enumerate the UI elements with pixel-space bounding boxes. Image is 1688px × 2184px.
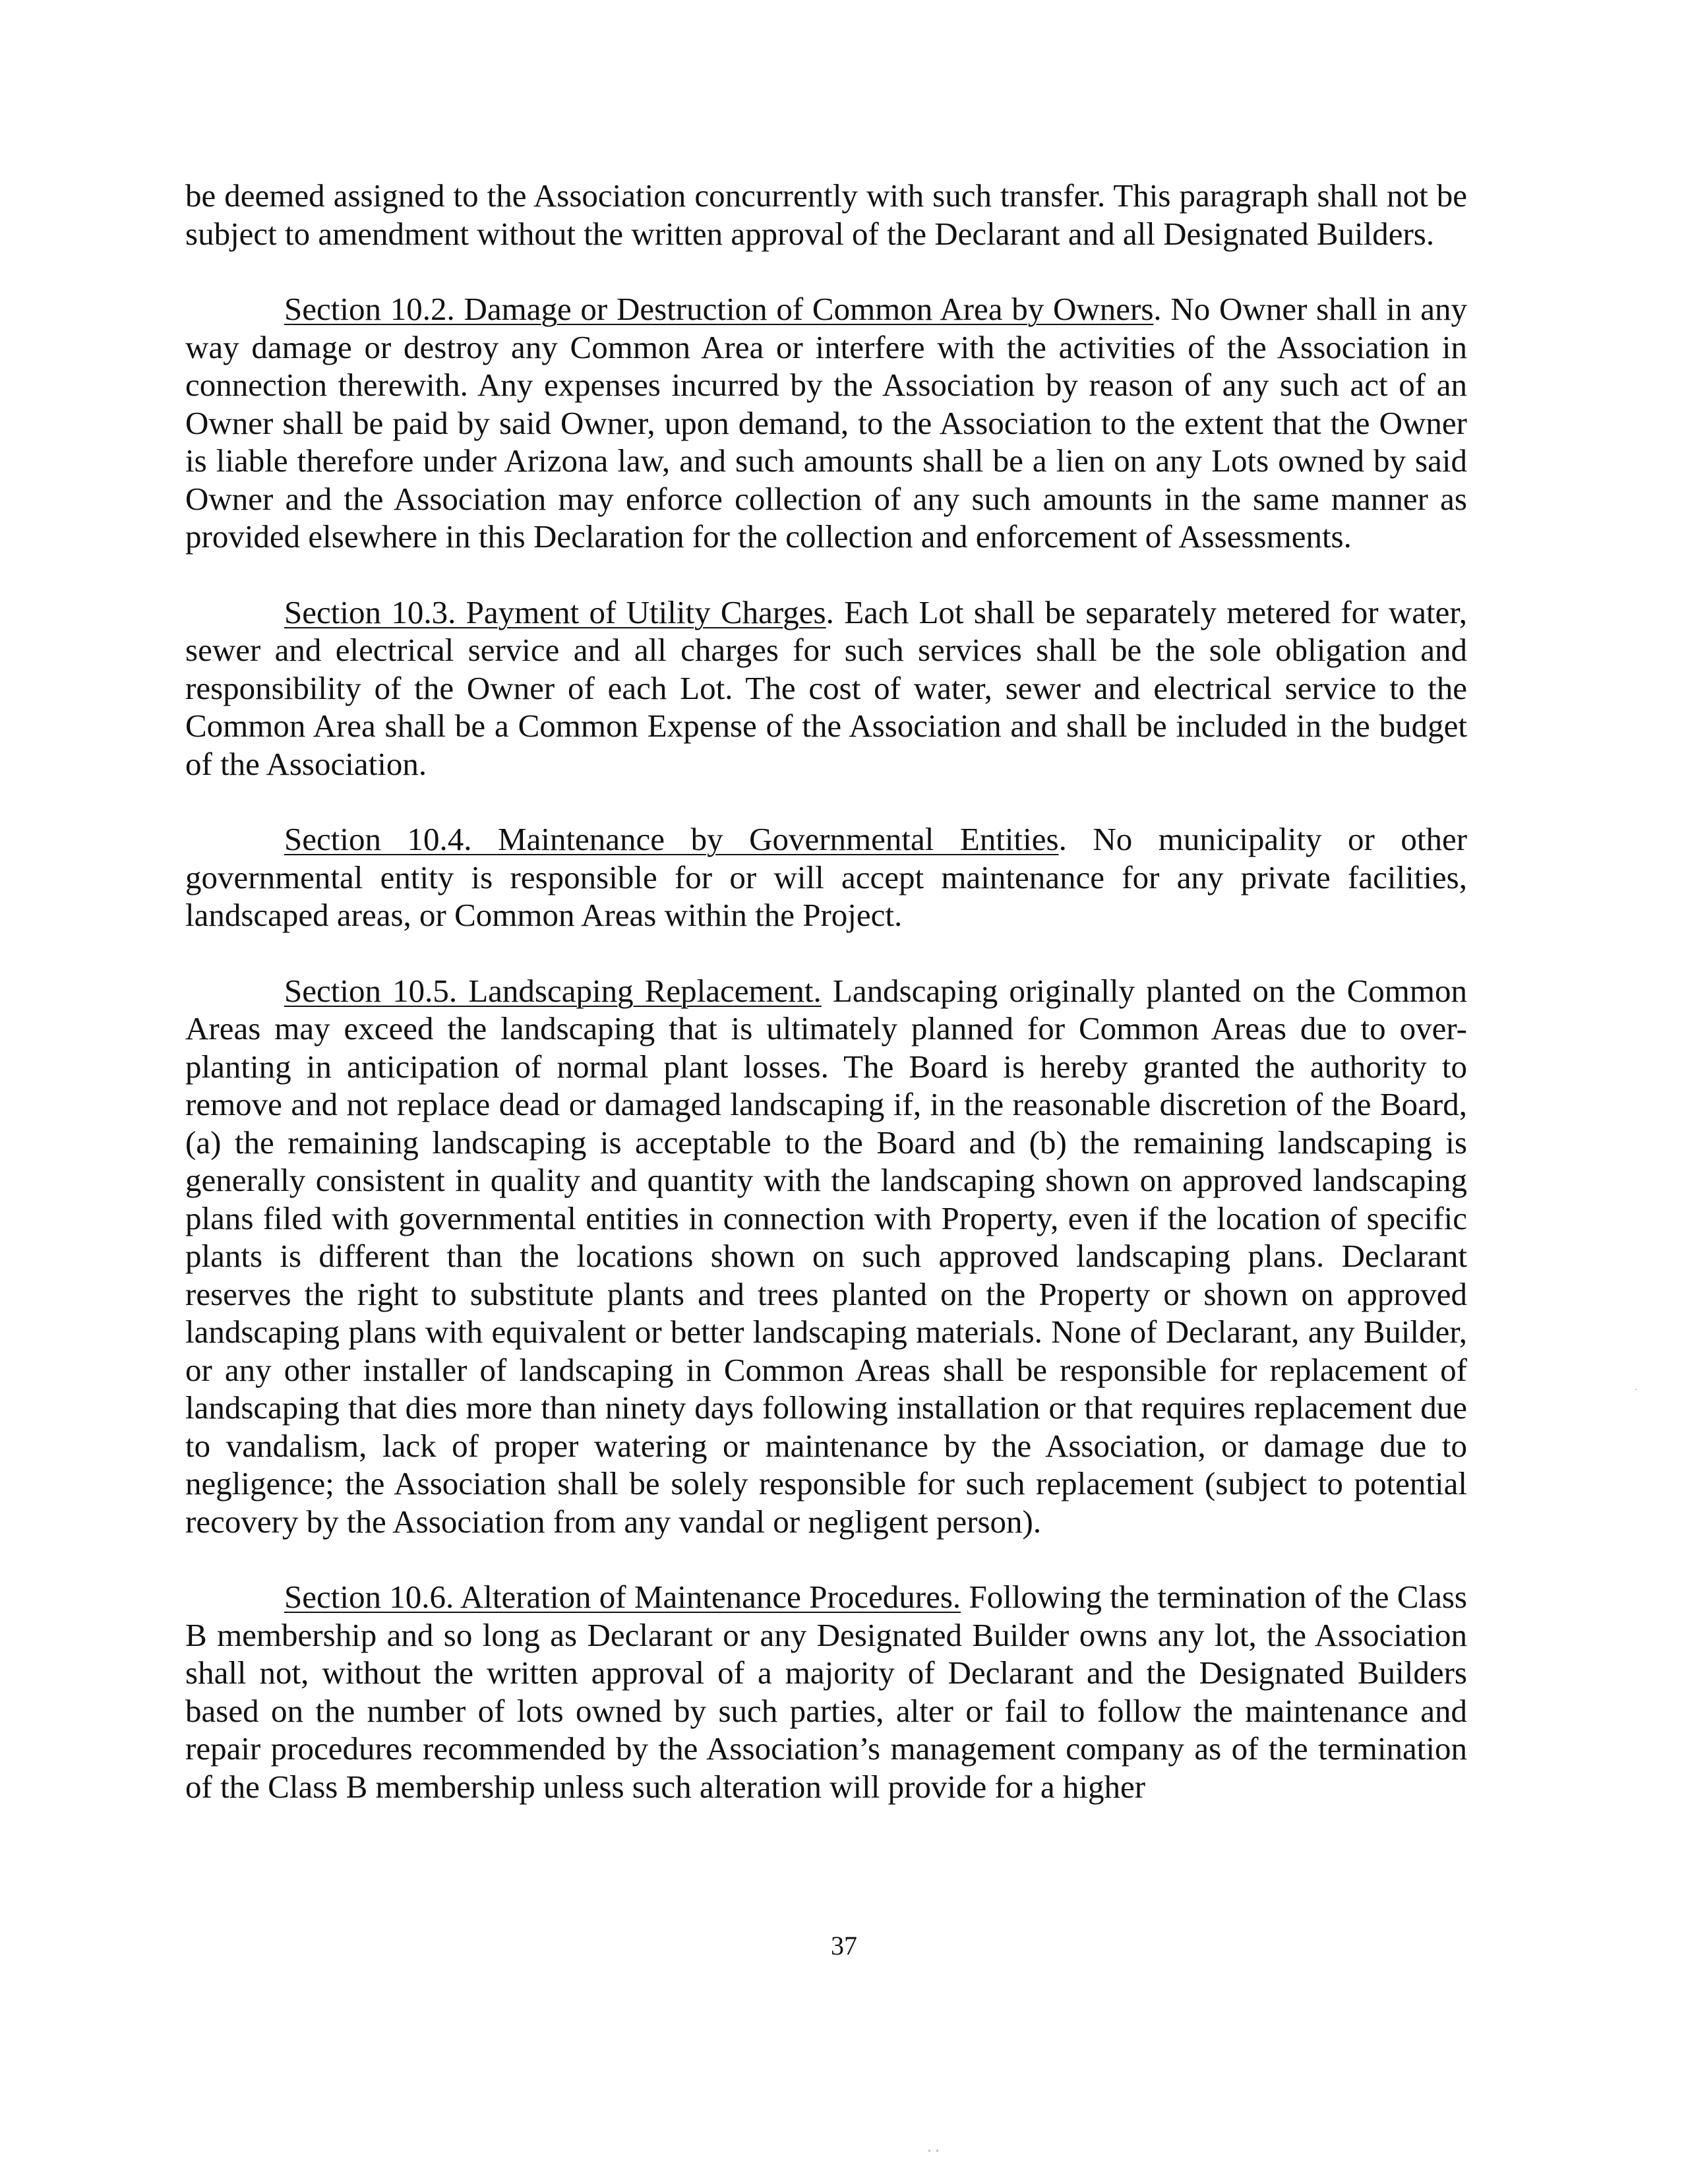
- section-10-6-heading: [185, 1579, 961, 1615]
- section-10-2-heading-text: Section 10.2. Damage or Destruction of Common Area by Owners: [284, 291, 1154, 327]
- scan-speck: [936, 2150, 938, 2152]
- section-10-3-body: Each Lot shall be separately metered for water, sewer and electrical service and all charges for such services shall be the sole obligation and responsibility of the Owner of each Lot. The cost of water, sewer and electrical service to the Common Area shall be a Common Expense of the Association and shall be included in the budget of the Association.: [185, 593, 1468, 782]
- section-10-2-body: No Owner shall in any way damage or destroy any Common Area or interfere with the activities of the Association in connection therewith. Any expenses incurred by the Association by reason of any such act of an Owner shall be paid by said Owner, upon demand, to the Association to the extent that the Owner is liable therefore under Arizona law, and such amounts shall be a lien on any Lots owned by said Owner and the Association may enforce collection of any such amounts in the same manner as provided elsewhere in this Declaration for the collection and enforcement of Assessments.: [185, 291, 1468, 555]
- section-10-6-heading-text: Section 10.6. Alteration of Maintenance Procedures.: [284, 1579, 961, 1615]
- section-10-4: [185, 820, 1467, 934]
- section-10-5-body: Landscaping originally planted on the Common Areas may exceed the landscaping that is ultimately planned for Common Areas due to over-planting in anticipation of normal plant losses. The Board is hereby granted the authority to remove and not replace dead or damaged landscaping if, in the reasonable discretion of the Board, (a) the remaining landscaping is acceptable to the Board and (b) the remaining landscaping is generally consistent in quality and quantity with the landscaping shown on approved landscaping plans filed with governmental entities in connection with Property, even if the location of specific plants is different than the locations shown on such approved landscaping plans. Declarant reserves the right to substitute plants and trees planted on the Property or shown on approved landscaping plans with equivalent or better landscaping materials. None of Declarant, any Builder, or any other installer of landscaping in Common Areas shall be responsible for replacement of landscaping that dies more than ninety days following installation or that requires replacement due to vandalism, lack of proper watering or maintenance by the Association, or damage due to negligence; the Association shall be solely responsible for such replacement (subject to potential recovery by the Association from any vandal or negligent person).: [185, 972, 1467, 1540]
- section-10-3: [185, 593, 1467, 783]
- scan-speck: [1635, 1389, 1637, 1390]
- section-10-4-heading-text: Section 10.4. Maintenance by Governmental Entities: [284, 821, 1059, 857]
- scan-speck: [928, 2150, 930, 2152]
- page-number: 37: [831, 1931, 857, 1960]
- section-10-5: [185, 972, 1467, 1541]
- paragraph-continuation-text: be deemed assigned to the Association concurrently with such transfer. This paragraph shall not be subject to amendment without the written approval of the Declarant and all Designated Builders.: [185, 177, 1467, 252]
- section-10-5-heading: [185, 973, 822, 1009]
- section-10-4-heading-punctuation: .: [1058, 821, 1067, 857]
- section-10-3-heading-text: Section 10.3. Payment of Utility Charges: [284, 593, 826, 630]
- section-10-5-heading-text: Section 10.5. Landscaping Replacement.: [284, 972, 822, 1009]
- section-10-4-heading: [185, 821, 1067, 857]
- section-10-3-heading-punctuation: .: [826, 593, 834, 630]
- document-body: [185, 177, 1467, 1843]
- section-10-6: [185, 1578, 1467, 1805]
- section-10-3-heading: [185, 594, 834, 630]
- section-10-2-heading: [185, 291, 1162, 327]
- section-10-2: [185, 290, 1467, 556]
- section-10-2-heading-punctuation: .: [1153, 291, 1162, 327]
- section-10-4-body: No municipality or other governmental entity is responsible for or will accept maintenance for any private facilities, landscaped areas, or Common Areas within the Project.: [185, 821, 1468, 933]
- paragraph-continuation: [185, 177, 1467, 253]
- section-10-6-body: Following the termination of the Class B membership and so long as Declarant or any Designated Builder owns any lot, the Association shall not, without the written approval of a majority of Declarant and the Designated Builders based on the number of lots owned by such parties, alter or fail to follow the maintenance and repair procedures recommended by the Association’s management company as of the termination of the Class B membership unless such alteration will provide for a higher: [185, 1579, 1467, 1805]
